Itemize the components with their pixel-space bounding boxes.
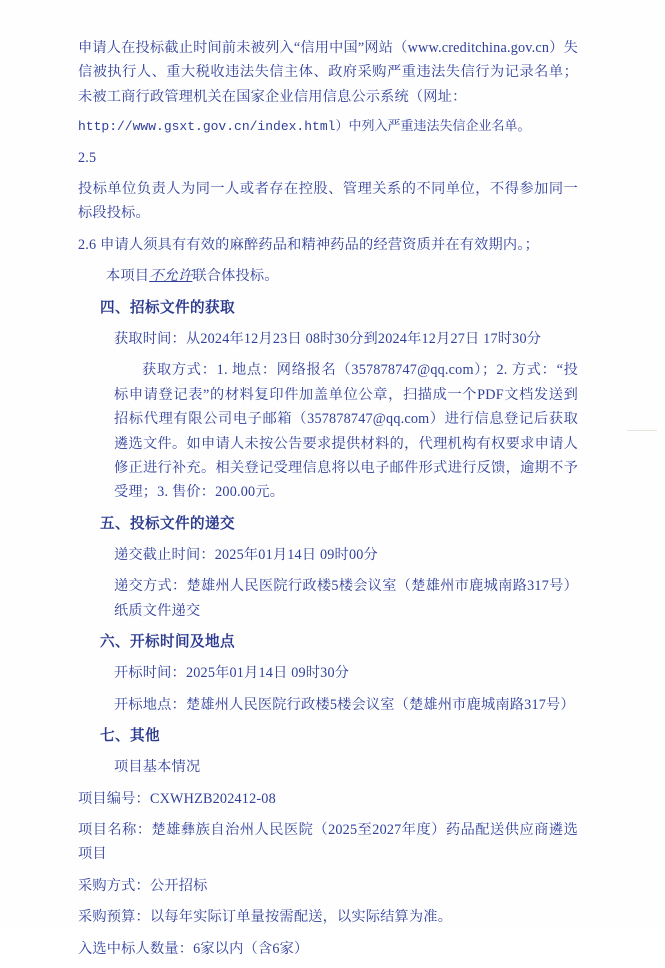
section7-basic-info: 项目基本情况: [114, 759, 201, 776]
procurement-budget: 采购预算：以每年实际订单量按需配送，以实际结算为准。: [78, 909, 453, 926]
section-heading-5: 五、投标文件的递交: [100, 515, 235, 532]
section4-acquire-time: 获取时间：从2024年12月23日 08时30分到2024年12月27日 17时30分: [114, 330, 542, 347]
paragraph-clause-2-6: 2.6 申请人须具有有效的麻醉药品和精神药品的经营资质并在有效期内。；: [78, 236, 539, 253]
project-name: 项目名称：楚雄彝族自治州人民医院（2025至2027年度）药品配送供应商遴选项目: [78, 822, 578, 863]
winner-count: 入选中标人数量：6家以内（含6家）: [78, 940, 309, 957]
paragraph-gsxt-url: http://www.gsxt.gov.cn/index.html）中列入严重违法失信企业名单。: [78, 119, 531, 135]
section4-acquire-method: 获取方式：1. 地点：网络报名（357878747@qq.com）；2. 方式：“投标申请登记表”的材料复印件加盖单位公章，扫描成一个PDF文档发送到招标代理有限公司电子邮箱（357878747@qq.com）进行信息登记后获取遴选文件。如申请人未按公告要求提供材料的，代理机构有权要求申请人修正进行补充。相关登记受理信息将以电子邮件形式进行反馈，逾期不予受理；3. 售价：200.00元。: [114, 362, 578, 501]
section6-bid-opening-place: 开标地点：楚雄州人民医院行政楼5楼会议室（楚雄州市鹿城南路317号）: [114, 696, 575, 713]
section5-submission-deadline: 递交截止时间：2025年01月14日 09时00分: [114, 546, 378, 563]
consortium-emphasis: 不允许: [149, 268, 193, 285]
consortium-prefix: 本项目: [106, 268, 150, 285]
section5-submission-method: 递交方式：楚雄州人民医院行政楼5楼会议室（楚雄州市鹿城南路317号）纸质文件递交: [114, 578, 578, 619]
paragraph-clause-2-5-number: 2.5: [78, 149, 97, 166]
consortium-suffix: 联合体投标。: [192, 268, 279, 285]
section-heading-7: 七、其他: [100, 728, 160, 745]
section6-bid-opening-time: 开标时间：2025年01月14日 09时30分: [114, 665, 350, 682]
paragraph-credit-china: 申请人在投标截止时间前未被列入“信用中国”网站（www.creditchina.gov.cn）失信被执行人、重大税收违法失信主体、政府采购严重违法失信行为记录名单；未被工商行政管理机关在国家企业信用信息公示系统（网址：: [78, 40, 578, 105]
section-heading-6: 六、开标时间及地点: [100, 634, 235, 651]
paragraph-clause-2-5-body: 投标单位负责人为同一人或者存在控股、管理关系的不同单位，不得参加同一标段投标。: [78, 181, 578, 222]
procurement-method: 采购方式：公开招标: [78, 877, 208, 894]
project-number: 项目编号：CXWHZB202412-08: [78, 790, 276, 807]
section-heading-4: 四、招标文件的获取: [100, 299, 235, 316]
document-body: [78, 36, 578, 968]
page-edge-mark: [627, 430, 657, 431]
paragraph-consortium: [78, 264, 578, 288]
